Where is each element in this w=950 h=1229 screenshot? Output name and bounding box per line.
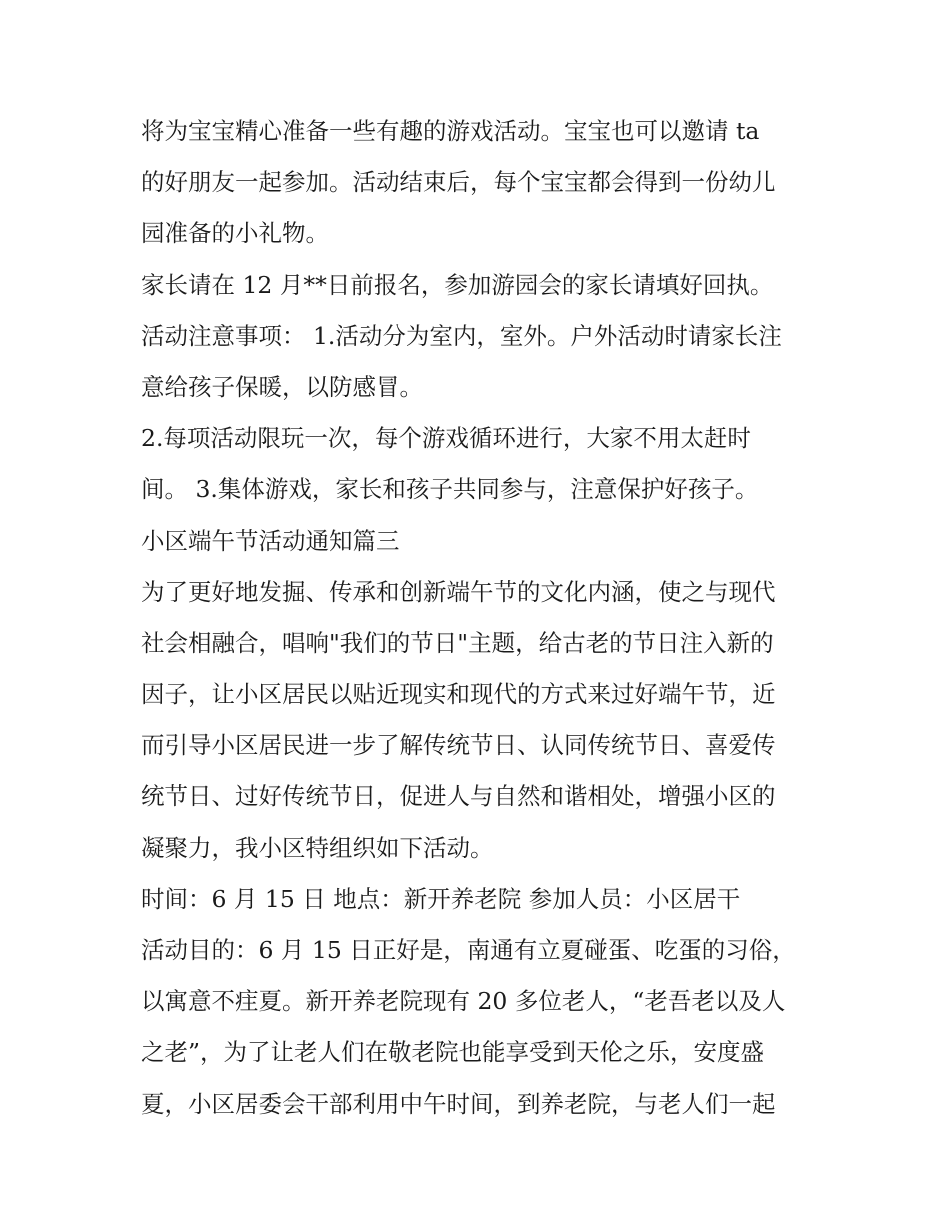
text-line-16: 时间：6 月 15 日 地点：新开养老院 参加人员：小区居干: [141, 884, 741, 913]
text-line-2: 的好朋友一起参加。活动结束后，每个宝宝都会得到一份幼儿: [141, 168, 776, 197]
text-line-15: 凝聚力，我小区特组织如下活动。: [141, 833, 494, 862]
text-line-4: 家长请在 12 月**日前报名，参加游园会的家长请填好回执。: [141, 270, 774, 299]
text-line-18: 以寓意不疰夏。新开养老院现有 20 多位老人，“老吾老以及人: [141, 987, 786, 1016]
section-heading: 小区端午节活动通知篇三: [141, 526, 400, 555]
text-line-3: 园准备的小礼物。: [141, 219, 329, 248]
text-line-6: 意给孩子保暖，以防感冒。: [141, 372, 423, 401]
text-line-20: 夏，小区居委会干部利用中午时间，到养老院，与老人们一起: [141, 1089, 776, 1118]
text-line-7: 2.每项活动限玩一次，每个游戏循环进行，大家不用太赶时: [141, 424, 751, 453]
text-line-14: 统节日、过好传统节日，促进人与自然和谐相处，增强小区的: [141, 782, 776, 811]
text-line-1: 将为宝宝精心准备一些有趣的游戏活动。宝宝也可以邀请 ta: [141, 117, 760, 145]
document-body: [141, 106, 831, 1130]
text-line-17: 活动目的：6 月 15 日正好是，南通有立夏碰蛋、吃蛋的习俗，: [141, 936, 796, 964]
text-line-12: 因子，让小区居民以贴近现实和现代的方式来过好端午节，近: [141, 680, 776, 709]
text-line-5: 活动注意事项： 1.活动分为室内，室外。户外活动时请家长注: [141, 321, 782, 350]
text-line-8: 间。 3.集体游戏，家长和孩子共同参与，注意保护好孩子。: [141, 475, 759, 504]
text-line-10: 为了更好地发掘、传承和创新端午节的文化内涵，使之与现代: [141, 577, 776, 606]
text-line-13: 而引导小区居民进一步了解传统节日、认同传统节日、喜爱传: [141, 731, 776, 760]
text-line-19: 之老”，为了让老人们在敬老院也能享受到天伦之乐，安度盛: [141, 1038, 765, 1067]
text-line-11: 社会相融合，唱响"我们的节日"主题，给古老的节日注入新的: [141, 628, 774, 657]
